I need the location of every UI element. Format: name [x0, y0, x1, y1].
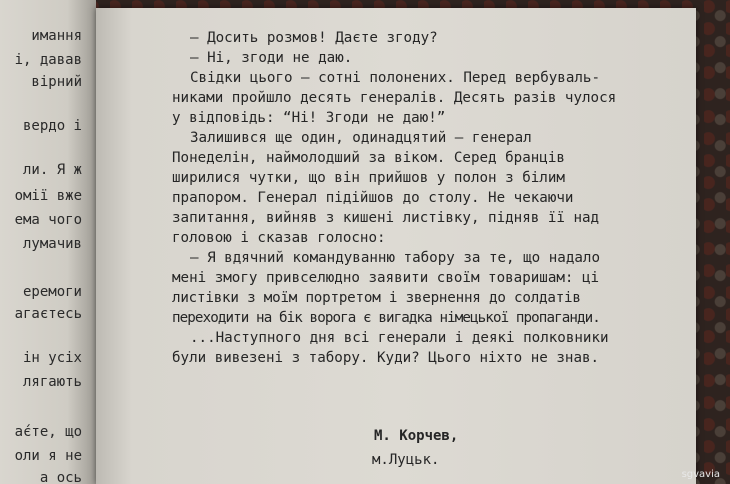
left-page-line: і, давав: [14, 52, 82, 68]
text-line: ...Наступного дня всі генерали і деякі полковники: [190, 330, 609, 346]
left-page-line: вердо і: [22, 118, 82, 134]
book-page: [96, 8, 696, 484]
text-line: переходити на бік ворога є вигадка німецької пропаганди.: [172, 310, 600, 326]
text-line: листівки з моїм портретом і звернення до солдатів: [172, 290, 581, 306]
left-page-line: лумачив: [22, 236, 82, 252]
left-page-line: оли я не: [14, 448, 82, 464]
text-line: Залишився ще один, одинадцятий — генерал: [190, 130, 532, 146]
text-line: були вивезені з табору. Куди? Цього ніхто не знав.: [172, 350, 600, 366]
text-line: Понеделін, наймолодший за віком. Серед бранців: [172, 150, 565, 166]
text-line: головою і сказав голосно:: [172, 230, 386, 246]
text-line: никами пройшло десять генералів. Десять разів чулося: [172, 90, 617, 106]
text-line: прапором. Генерал підійшов до столу. Не чекаючи: [172, 190, 574, 206]
article-text: [172, 28, 712, 368]
text-line: Свідки цього — сотні полонених. Перед вербуваль-: [190, 70, 600, 86]
watermark: sgvavia: [681, 469, 720, 480]
left-page-line: вірний: [31, 74, 82, 90]
author-name: М. Корчев,: [374, 428, 459, 444]
left-page-line: омії вже: [14, 188, 82, 204]
left-page-line: имання: [31, 28, 82, 44]
text-line: ширилися чутки, що він прийшов у полон з білим: [172, 170, 565, 186]
previous-page: [0, 0, 96, 484]
text-line: — Ні, згоди не даю.: [190, 50, 353, 66]
left-page-line: ли. Я ж: [22, 162, 82, 178]
left-page-line: еремоги: [22, 284, 82, 300]
left-page-line: лягають: [22, 374, 82, 390]
text-line: — Я вдячний командуванню табору за те, що надало: [190, 250, 600, 266]
text-line: у відповідь: “Ні! Згоди не даю!”: [172, 110, 446, 126]
left-page-line: а ось: [39, 470, 82, 484]
left-page-line: ін усіх: [22, 350, 82, 366]
text-line: мені змогу привселюдно заявити своїм товаришам: ці: [172, 270, 600, 286]
left-page-line: ає́те, що: [14, 424, 82, 440]
text-line: запитання, вийняв з кишені листівку, підняв її над: [172, 210, 600, 226]
text-line: — Досить розмов! Даєте згоду?: [190, 30, 438, 46]
author-city: м.Луцьк.: [372, 452, 440, 468]
left-page-line: агаєтесь: [14, 306, 82, 322]
left-page-line: ема чого: [14, 212, 82, 228]
